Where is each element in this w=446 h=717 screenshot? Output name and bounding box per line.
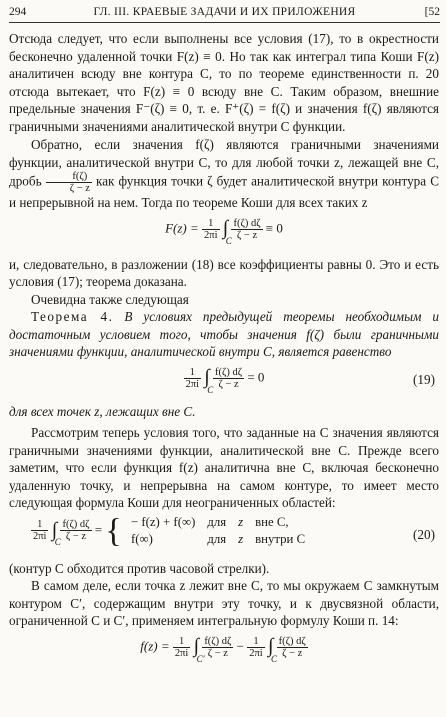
contour-label: C (54, 537, 61, 548)
integral-sign: ∫ C (204, 366, 209, 388)
eq20-two-pi-i: 2πi (33, 531, 47, 542)
cases-table (125, 514, 311, 548)
equation-20: $\frac{1}{2\pi i}$ ∫ C $\frac{f(\zeta) d\zeta}{\zeta - z}$ = { − f(z) + f(∞) для z вне C, f(∞) для z внутри C (20) (9, 512, 439, 560)
paragraph-6-text: Рассмотрим теперь условия того, что заданные на C значения являются граничными значениями функции, аналитической вне C. Прежде всего заметим, что если функция f(z) аналитична вне C, включая бесконечно удаленную точку, и непрерывна на самом контуре, то имеет место следующая формула Коши для неограниченных областей: (9, 425, 439, 510)
theorem-4 (9, 308, 439, 361)
eq-lhs: F(z) = (165, 219, 199, 235)
page-header (9, 4, 440, 22)
eq-one: 1 (202, 218, 219, 230)
integral-sign: ∫ C (52, 519, 57, 541)
inline-fraction (46, 171, 92, 194)
eq-last-two-pi-i-b: 2πi (249, 647, 263, 659)
case-2-condition: внутри C (255, 531, 306, 546)
paragraph-2-part-b: как функция точки ζ будет аналитической внутри контура C и непрерывной на нем. Тогда по теореме Коши для всех таких z (9, 173, 440, 210)
paragraph-1: Отсюда следует, что если выполнены все условия (17), то в окрестности бесконечно удаленной точки F(z) ≡ 0. Но так как интеграл типа Коши F(z) аналитичен всюду вне контура C, то по теореме единственности п. 20 отсюда вытекает, что F(z) ≡ 0 всюду вне C. Таким образом, внешние предельные значения F⁻(ζ) ≡ 0, т. е. F⁺(ζ) = f(ζ) и значения f(ζ) являются граничными значениями аналитической внутри C функции. (9, 31, 439, 134)
header-rule (9, 22, 440, 23)
page-number: 294 (9, 6, 27, 18)
eq20-integrand-numerator: f(ζ) dζ (62, 519, 90, 530)
case-row (125, 531, 311, 548)
equation-two-contour (9, 630, 439, 674)
case-1-condition: вне C, (255, 514, 289, 529)
eq-two-pi-i: 2πi (204, 229, 218, 241)
eq19-one: 1 (184, 367, 201, 379)
case-1-for: для (207, 514, 227, 529)
eq-last-one-b: 1 (247, 636, 264, 648)
equation-cauchy-zero (9, 212, 439, 256)
contour-label: C (270, 653, 277, 664)
eq20-integrand-denominator: ζ − z (65, 531, 87, 542)
contour-prime-label: C′ (196, 653, 205, 664)
paragraph-7: (контур C обходится против часовой стрелки). (9, 560, 270, 576)
eq-last-den-a: ζ − z (207, 647, 228, 659)
contour-label: C (225, 235, 232, 246)
integral-sign: ∫ C (223, 217, 228, 239)
case-2-z: z (238, 531, 244, 546)
case-2-value: f(∞) (130, 531, 153, 546)
paragraph-2-part-a: Обратно, если значения f(ζ) являются граничными значениями функции, аналитической внутри C, то для любой точки z, лежащей вне C, дробь (9, 137, 439, 189)
paragraph-8: В самом деле, если точка z лежит вне C, то мы окружаем C замкнутым контуром C′, содержащим внутри эту точку, и к двусвязной области, ограниченной C и C′, применяем интегральную формулу Коши п. 14: (9, 578, 439, 628)
paragraph-5 (9, 403, 439, 421)
case-2-for: для (207, 531, 227, 546)
cases-brace: { (105, 511, 122, 549)
theorem-label: Теорема 4. (31, 309, 114, 324)
equation-number-19: (19) (413, 371, 435, 387)
eq-fz-lhs: f(z) = (140, 637, 170, 653)
eq19-integrand-numerator: f(ζ) dζ (215, 366, 243, 378)
paragraph-3: и, следовательно, в разложении (18) все коэффициенты равны 0. Это и есть условия (17); теорема доказана. (9, 256, 439, 289)
equation-number-20: (20) (413, 526, 435, 542)
integral-sign: ∫ C (268, 635, 273, 657)
page-body (9, 30, 439, 674)
eq-last-one-a: 1 (173, 636, 190, 648)
section-number: [52 (424, 6, 440, 18)
case-row (125, 514, 311, 531)
integral-sign: ∫ C′ (194, 635, 199, 657)
eq-minus: − (236, 637, 244, 653)
paragraph-5-text: для всех точек z, лежащих вне C. (9, 403, 196, 419)
paragraph-4: Очевидна также следующая (31, 291, 189, 307)
eq-last-num-a: f(ζ) dζ (204, 635, 232, 647)
theorem-text: В условиях предыдущей теоремы необходимым и достаточным условием того, чтобы значения f(ζ) были граничными значениями функции, аналитической внутри C, является равенство (9, 309, 440, 359)
eq-rhs: ≡ 0 (265, 219, 283, 235)
eq20-one: 1 (31, 519, 48, 531)
paragraph-6 (9, 424, 439, 512)
eq-last-two-pi-i-a: 2πi (174, 647, 189, 659)
eq19-rhs: = 0 (247, 368, 265, 384)
fraction-numerator: f(ζ) (46, 171, 92, 183)
contour-label: C (207, 384, 214, 395)
fraction-denominator: ζ − z (69, 183, 90, 194)
eq19-two-pi-i: 2πi (185, 378, 200, 390)
eq-last-num-b: f(ζ) dζ (278, 635, 306, 647)
equation-19 (9, 361, 439, 403)
running-title: ГЛ. III. КРАЕВЫЕ ЗАДАЧИ И ИХ ПРИЛОЖЕНИЯ (93, 6, 356, 18)
integrand-denominator: ζ − z (236, 229, 258, 241)
case-1-value: − f(z) + f(∞) (130, 514, 196, 529)
integrand-numerator: f(ζ) dζ (233, 217, 261, 229)
eq19-integrand-denominator: ζ − z (218, 378, 239, 390)
eq-last-den-b: ζ − z (282, 647, 303, 659)
paragraph-2 (9, 136, 439, 212)
case-1-z: z (238, 514, 244, 529)
